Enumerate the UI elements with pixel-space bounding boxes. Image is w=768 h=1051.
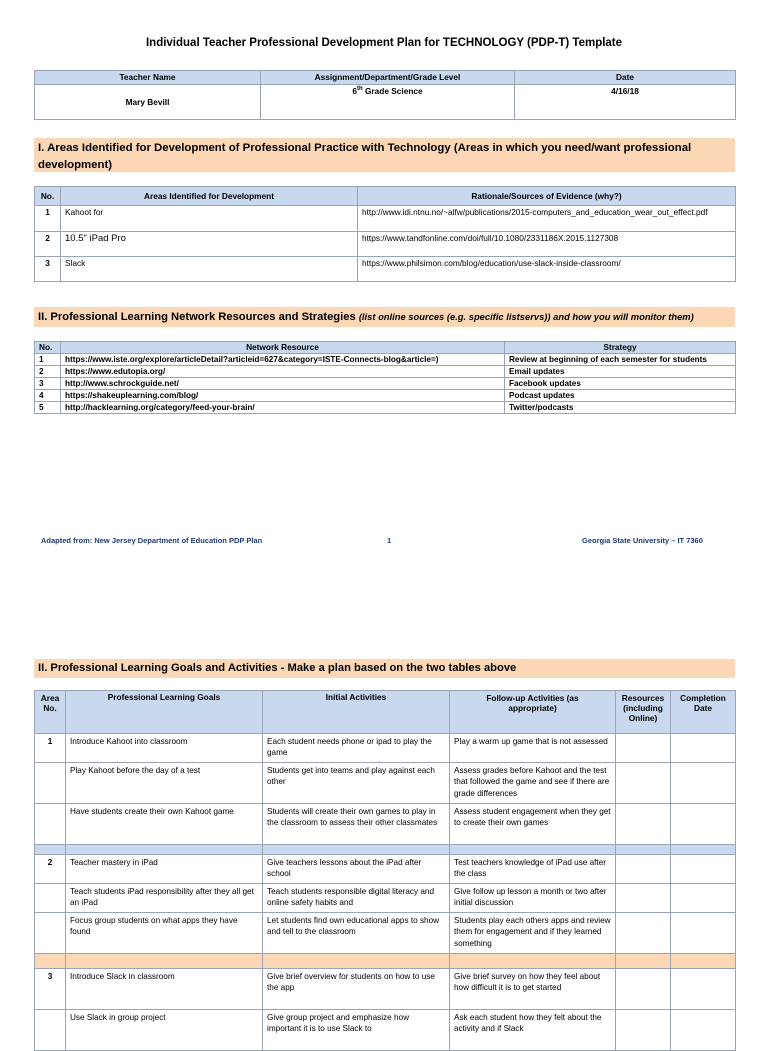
table-row bbox=[35, 734, 736, 763]
area-no: 3 bbox=[35, 257, 61, 282]
goal-area-no: 2 bbox=[35, 855, 66, 884]
area-rationale-link[interactable]: https://www.philsimon.com/blog/education/use-slack-inside-classroom/ bbox=[358, 257, 736, 282]
goal-area-no: 1 bbox=[35, 734, 66, 763]
area-name: 10.5" iPad Pro bbox=[61, 232, 358, 257]
network-strategy: Email updates bbox=[505, 366, 736, 378]
goal-resources-cell[interactable] bbox=[616, 969, 671, 1010]
group-separator bbox=[35, 845, 736, 855]
goal-text: Play Kahoot before the day of a test bbox=[66, 763, 263, 804]
goal-area-no bbox=[35, 913, 66, 954]
network-no: 4 bbox=[35, 390, 61, 402]
goal-completion-cell[interactable] bbox=[671, 804, 736, 845]
table-row bbox=[35, 232, 736, 257]
area-name: Slack bbox=[61, 257, 358, 282]
goals-initial-header: Initial Activities bbox=[263, 691, 450, 734]
goal-initial-activity: Give brief overview for students on how to use the app bbox=[263, 969, 450, 1010]
date-header: Date bbox=[515, 71, 736, 85]
network-no: 3 bbox=[35, 378, 61, 390]
table-row bbox=[35, 390, 736, 402]
goal-completion-cell[interactable] bbox=[671, 734, 736, 763]
network-resource-link[interactable]: https://www.edutopia.org/ bbox=[61, 366, 505, 378]
area-no: 2 bbox=[35, 232, 61, 257]
footer-institution: Georgia State University – IT 7360 bbox=[582, 536, 703, 545]
network-resource-link[interactable]: http://hacklearning.org/category/feed-your-brain/ bbox=[61, 402, 505, 414]
table-row bbox=[35, 1010, 736, 1051]
goal-completion-cell[interactable] bbox=[671, 763, 736, 804]
goal-resources-cell[interactable] bbox=[616, 734, 671, 763]
goal-area-no bbox=[35, 763, 66, 804]
teacher-info-table bbox=[34, 70, 736, 120]
section-goals-heading-text: II. Professional Learning Goals and Activities - Make a plan based on the two tables above bbox=[38, 662, 517, 674]
table-row bbox=[35, 763, 736, 804]
goal-area-no bbox=[35, 884, 66, 913]
goals-followup-header: Follow-up Activities (as appropriate) bbox=[450, 691, 616, 734]
goals-goal-header: Professional Learning Goals bbox=[66, 691, 263, 734]
goal-completion-cell[interactable] bbox=[671, 969, 736, 1010]
goal-resources-cell[interactable] bbox=[616, 763, 671, 804]
teacher-name-header: Teacher Name bbox=[35, 71, 261, 85]
goal-resources-cell[interactable] bbox=[616, 855, 671, 884]
section-areas-heading-text: I. Areas Identified for Development of Professional Practice with Technology (Areas in which you need/want professional development) bbox=[38, 142, 692, 171]
table-row bbox=[35, 804, 736, 845]
table-row bbox=[35, 257, 736, 282]
grade-number: 6 bbox=[352, 86, 357, 96]
network-resource-link[interactable]: https://www.iste.org/explore/articleDetail?articleid=627&category=ISTE-Connects-blog&article=) bbox=[61, 354, 505, 366]
goal-resources-cell[interactable] bbox=[616, 884, 671, 913]
network-no: 1 bbox=[35, 354, 61, 366]
goal-text: Teach students iPad responsibility after they all get an iPad bbox=[66, 884, 263, 913]
network-resource-link[interactable]: https://shakeuplearning.com/blog/ bbox=[61, 390, 505, 402]
area-name: Kahoot for bbox=[61, 206, 358, 232]
section-network-heading bbox=[34, 307, 735, 327]
goal-resources-cell[interactable] bbox=[616, 1010, 671, 1051]
goal-initial-activity: Teach students responsible digital literacy and online safety habits and bbox=[263, 884, 450, 913]
goal-resources-cell[interactable] bbox=[616, 913, 671, 954]
section-goals-heading bbox=[34, 659, 735, 678]
date-value: 4/16/18 bbox=[515, 85, 736, 120]
goal-followup-activity: Play a warm up game that is not assessed bbox=[450, 734, 616, 763]
table-row bbox=[35, 354, 736, 366]
document-title: Individual Teacher Professional Development Plan for TECHNOLOGY (PDP-T) Template bbox=[145, 37, 623, 49]
goal-text: Have students create their own Kahoot game bbox=[66, 804, 263, 845]
goals-table bbox=[34, 690, 736, 1051]
network-strategy-header: Strategy bbox=[505, 342, 736, 354]
table-row bbox=[35, 402, 736, 414]
teacher-name-text: Mary Bevill bbox=[125, 97, 170, 107]
goal-initial-activity: Students get into teams and play against each other bbox=[263, 763, 450, 804]
network-no-header: No. bbox=[35, 342, 61, 354]
network-resource-header: Network Resource bbox=[61, 342, 505, 354]
assignment-header: Assignment/Department/Grade Level bbox=[261, 71, 515, 85]
goal-resources-cell[interactable] bbox=[616, 804, 671, 845]
goal-followup-activity: Give brief survey on how they feel about how difficult it is to get started bbox=[450, 969, 616, 1010]
goal-text: Introduce Slack in classroom bbox=[66, 969, 263, 1010]
goal-text: Teacher mastery in iPad bbox=[66, 855, 263, 884]
table-row bbox=[35, 378, 736, 390]
network-strategy: Twitter/podcasts bbox=[505, 402, 736, 414]
network-no: 5 bbox=[35, 402, 61, 414]
network-strategy: Facebook updates bbox=[505, 378, 736, 390]
goals-completion-header: Completion Date bbox=[671, 691, 736, 734]
table-row bbox=[35, 884, 736, 913]
group-separator bbox=[35, 954, 736, 969]
goal-completion-cell[interactable] bbox=[671, 913, 736, 954]
network-no: 2 bbox=[35, 366, 61, 378]
goals-resources-header: Resources (including Online) bbox=[616, 691, 671, 734]
areas-no-header: No. bbox=[35, 187, 61, 206]
goal-initial-activity: Each student needs phone or ipad to play the game bbox=[263, 734, 450, 763]
goal-initial-activity: Give group project and emphasize how important it is to use Slack to bbox=[263, 1010, 450, 1051]
network-table bbox=[34, 341, 736, 414]
goal-area-no bbox=[35, 804, 66, 845]
goal-followup-activity: Assess grades before Kahoot and the test that followed the game and see if there are grade differences bbox=[450, 763, 616, 804]
table-row bbox=[35, 969, 736, 1010]
area-rationale-link[interactable]: http://www.idi.ntnu.no/~alfw/publications/2015-computers_and_education_wear_out_effect.pdf bbox=[358, 206, 736, 232]
goal-followup-activity: Test teachers knowledge of iPad use after the class bbox=[450, 855, 616, 884]
areas-table bbox=[34, 186, 736, 282]
areas-area-header: Areas Identified for Development bbox=[61, 187, 358, 206]
footer-source: Adapted from: New Jersey Department of Education PDP Plan bbox=[41, 536, 263, 545]
goal-followup-activity: Students play each others apps and review them for engagement and if they learned something bbox=[450, 913, 616, 954]
goal-completion-cell[interactable] bbox=[671, 1010, 736, 1051]
goal-followup-activity: Assess student engagement when they get to create their own games bbox=[450, 804, 616, 845]
goal-area-no bbox=[35, 1010, 66, 1051]
teacher-name-value bbox=[35, 85, 261, 120]
areas-rationale-header: Rationale/Sources of Evidence (why?) bbox=[358, 187, 736, 206]
network-resource-link[interactable]: http://www.schrockguide.net/ bbox=[61, 378, 505, 390]
goal-text: Focus group students on what apps they have found bbox=[66, 913, 263, 954]
network-strategy: Review at beginning of each semester for students bbox=[505, 354, 736, 366]
table-row bbox=[35, 913, 736, 954]
goal-completion-cell[interactable] bbox=[671, 884, 736, 913]
goal-text: Use Slack in group project bbox=[66, 1010, 263, 1051]
goal-initial-activity: Let students find own educational apps to show and tell to the classroom bbox=[263, 913, 450, 954]
grade-subject: Grade Science bbox=[362, 86, 423, 96]
section-areas-heading bbox=[34, 138, 735, 172]
footer-page-number: 1 bbox=[387, 536, 392, 545]
goal-initial-activity: Give teachers lessons about the iPad after school bbox=[263, 855, 450, 884]
goal-followup-activity: Ask each student how they felt about the activity and if Slack bbox=[450, 1010, 616, 1051]
table-row bbox=[35, 855, 736, 884]
goal-initial-activity: Students will create their own games to play in the classroom to assess their other classmates bbox=[263, 804, 450, 845]
section-network-heading-text: II. Professional Learning Network Resources and Strategies bbox=[38, 311, 356, 323]
area-no: 1 bbox=[35, 206, 61, 232]
grade-ordinal: th bbox=[356, 86, 363, 93]
assignment-value bbox=[261, 85, 515, 120]
network-strategy: Podcast updates bbox=[505, 390, 736, 402]
goal-completion-cell[interactable] bbox=[671, 855, 736, 884]
section-network-subheading: (list online sources (e.g. specific listservs)) and how you will monitor them) bbox=[358, 311, 694, 322]
goal-text: Introduce Kahoot into classroom bbox=[66, 734, 263, 763]
table-row bbox=[35, 206, 736, 232]
table-row bbox=[35, 366, 736, 378]
goal-followup-activity: Give follow up lesson a month or two after initial discussion bbox=[450, 884, 616, 913]
goals-area-no-header: Area No. bbox=[35, 691, 66, 734]
area-rationale-link[interactable]: https://www.tandfonline.com/doi/full/10.1080/2331186X.2015.1127308 bbox=[358, 232, 736, 257]
goal-area-no: 3 bbox=[35, 969, 66, 1010]
